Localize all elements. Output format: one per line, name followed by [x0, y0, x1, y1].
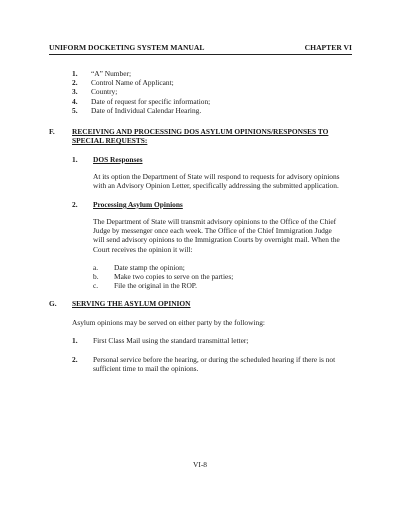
step-text: Date stamp the opinion; [114, 263, 185, 272]
list-item [72, 78, 210, 87]
sub2-paragraph [93, 217, 373, 254]
sub1-paragraph [93, 172, 373, 190]
list-number: 1. [72, 69, 78, 78]
page-number: VI-8 [193, 460, 207, 469]
paragraph-line: Personal service before the hearing, or during the scheduled hearing if there is not [93, 355, 336, 364]
header-chapter: CHAPTER VI [304, 43, 352, 52]
g-item1-text: First Class Mail using the standard transmittal letter; [93, 336, 249, 345]
section-f-title-line2: SPECIAL REQUESTS: [72, 136, 148, 145]
list-text: “A” Number; [91, 69, 132, 78]
top-list [72, 69, 210, 115]
list-item [72, 97, 210, 106]
section-f-title-line1: RECEIVING AND PROCESSING DOS ASYLUM OPINIONS/RESPONSES TO [72, 127, 329, 136]
g-item2-number: 2. [72, 355, 78, 364]
list-item [72, 87, 210, 96]
step-text: File the original in the ROP. [114, 281, 197, 291]
step-letter: b. [93, 272, 99, 282]
list-text: Date of request for specific information; [91, 96, 211, 106]
g-item2-text [93, 355, 373, 373]
header-rule [49, 54, 352, 55]
sub2-title: Processing Asylum Opinions [93, 200, 183, 209]
header-manual-title: UNIFORM DOCKETING SYSTEM MANUAL [49, 43, 205, 52]
step-item [93, 272, 233, 281]
sub2-number: 2. [72, 200, 78, 209]
g-item1-number: 1. [72, 336, 78, 345]
paragraph-line: with an Advisory Opinion Letter, specifically addressing the submitted application. [93, 181, 339, 191]
sub1-title: DOS Responses [93, 155, 143, 164]
list-item [72, 69, 210, 78]
paragraph-line: sufficient time to mail the opinions. [93, 364, 199, 374]
paragraph-line: The Department of State will transmit advisory opinions to the Office of the Chief [93, 217, 337, 226]
section-g-intro: Asylum opinions may be served on either party by the following: [72, 318, 265, 327]
paragraph-line: Judge by messenger once each week. The Office of the Chief Immigration Judge [93, 226, 332, 236]
list-text: Control Name of Applicant; [91, 78, 174, 88]
step-item [93, 263, 233, 272]
list-number: 5. [72, 105, 78, 115]
sub2-steps [93, 263, 233, 291]
step-text: Make two copies to serve on the parties; [114, 272, 234, 282]
paragraph-line: will send advisory opinions to the Immigration Courts by overnight mail. When the [93, 235, 340, 245]
list-text: Date of Individual Calendar Hearing. [91, 105, 202, 115]
list-item [72, 106, 210, 115]
list-text: Country; [91, 87, 118, 97]
section-g-letter: G. [49, 299, 57, 308]
list-number: 4. [72, 96, 78, 106]
sub1-number: 1. [72, 155, 78, 164]
list-number: 2. [72, 78, 78, 88]
paragraph-line: Court receives the opinion it will: [93, 244, 193, 254]
step-letter: c. [93, 281, 99, 291]
step-letter: a. [93, 263, 99, 272]
list-number: 3. [72, 87, 78, 97]
section-f-letter: F. [49, 127, 55, 136]
step-item [93, 281, 233, 290]
paragraph-line: At its option the Department of State will respond to requests for advisory opinions [93, 172, 340, 181]
section-g-title: SERVING THE ASYLUM OPINION [72, 299, 191, 308]
